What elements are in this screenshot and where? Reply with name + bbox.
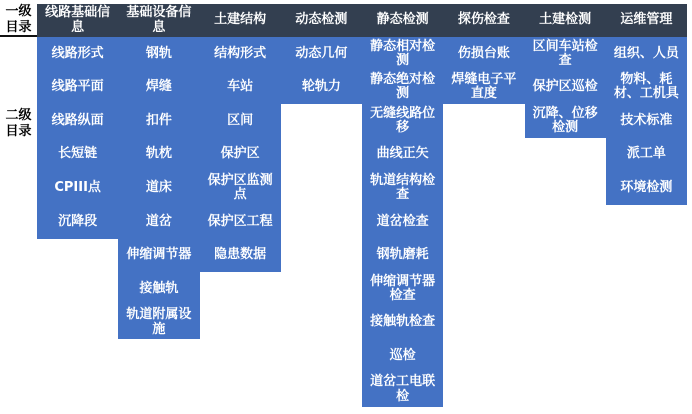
category-item: 区间 [200,104,281,138]
category-item: 长短链 [37,138,118,172]
category-column-5 [362,4,443,407]
category-item: 动态几何 [281,37,362,71]
category-item: 线路平面 [37,71,118,105]
category-item: 轮轨力 [281,71,362,105]
level1-directory-label: 一级目录 [0,4,37,37]
category-item: 物料、耗材、工机具 [606,71,687,105]
category-item: 道床 [118,171,199,205]
category-item: 线路纵面 [37,104,118,138]
category-item: 道岔检查 [362,205,443,239]
category-item: 巡检 [362,339,443,373]
category-item: 线路形式 [37,37,118,71]
category-item: 静态相对检测 [362,37,443,71]
column-header: 土建检测 [525,4,606,37]
column-header: 基础设备信息 [118,4,199,37]
category-item: 伸缩调节器 [118,239,199,273]
category-item: 接触轨检查 [362,306,443,340]
category-column-8 [606,4,687,205]
category-item: 伸缩调节器检查 [362,272,443,306]
category-item: 轨道附属设施 [118,306,199,340]
category-item: 沉降、位移检测 [525,104,606,138]
category-column-2 [118,4,199,339]
category-column-7 [525,4,606,138]
category-item: 道岔工电联检 [362,373,443,407]
category-item: 组织、人员 [606,37,687,71]
column-header: 静态检测 [362,4,443,37]
level-label-rail [0,4,37,410]
category-item: 静态绝对检测 [362,71,443,105]
category-item: 接触轨 [118,272,199,306]
category-item: 无缝线路位移 [362,104,443,138]
column-header: 探伤检查 [443,4,524,37]
category-column-6 [443,4,524,104]
column-header: 线路基础信息 [37,4,118,37]
category-item: 伤损台账 [443,37,524,71]
category-item: 曲线正矢 [362,138,443,172]
category-item: 道岔 [118,205,199,239]
category-item: 结构形式 [200,37,281,71]
category-item: 车站 [200,71,281,105]
category-item: 钢轨磨耗 [362,239,443,273]
column-header: 动态检测 [281,4,362,37]
category-item: 沉降段 [37,205,118,239]
category-column-3 [200,4,281,272]
category-item: 焊缝电子平直度 [443,71,524,105]
category-columns-grid [37,4,687,407]
category-item: 保护区工程 [200,205,281,239]
category-column-4 [281,4,362,104]
category-item: CPIII点 [37,171,118,205]
column-header: 土建结构 [200,4,281,37]
category-item: 轨枕 [118,138,199,172]
level2-directory-label: 二级目录 [5,108,32,139]
category-item: 保护区 [200,138,281,172]
category-item: 隐患数据 [200,239,281,273]
category-item: 技术标准 [606,104,687,138]
column-header: 运维管理 [606,4,687,37]
category-column-1 [37,4,118,239]
category-item: 扣件 [118,104,199,138]
category-item: 派工单 [606,138,687,172]
category-item: 区间车站检查 [525,37,606,71]
category-item: 焊缝 [118,71,199,105]
category-item: 钢轨 [118,37,199,71]
category-item: 保护区巡检 [525,71,606,105]
category-item: 轨道结构检查 [362,171,443,205]
category-item: 保护区监测点 [200,171,281,205]
category-item: 环境检测 [606,171,687,205]
